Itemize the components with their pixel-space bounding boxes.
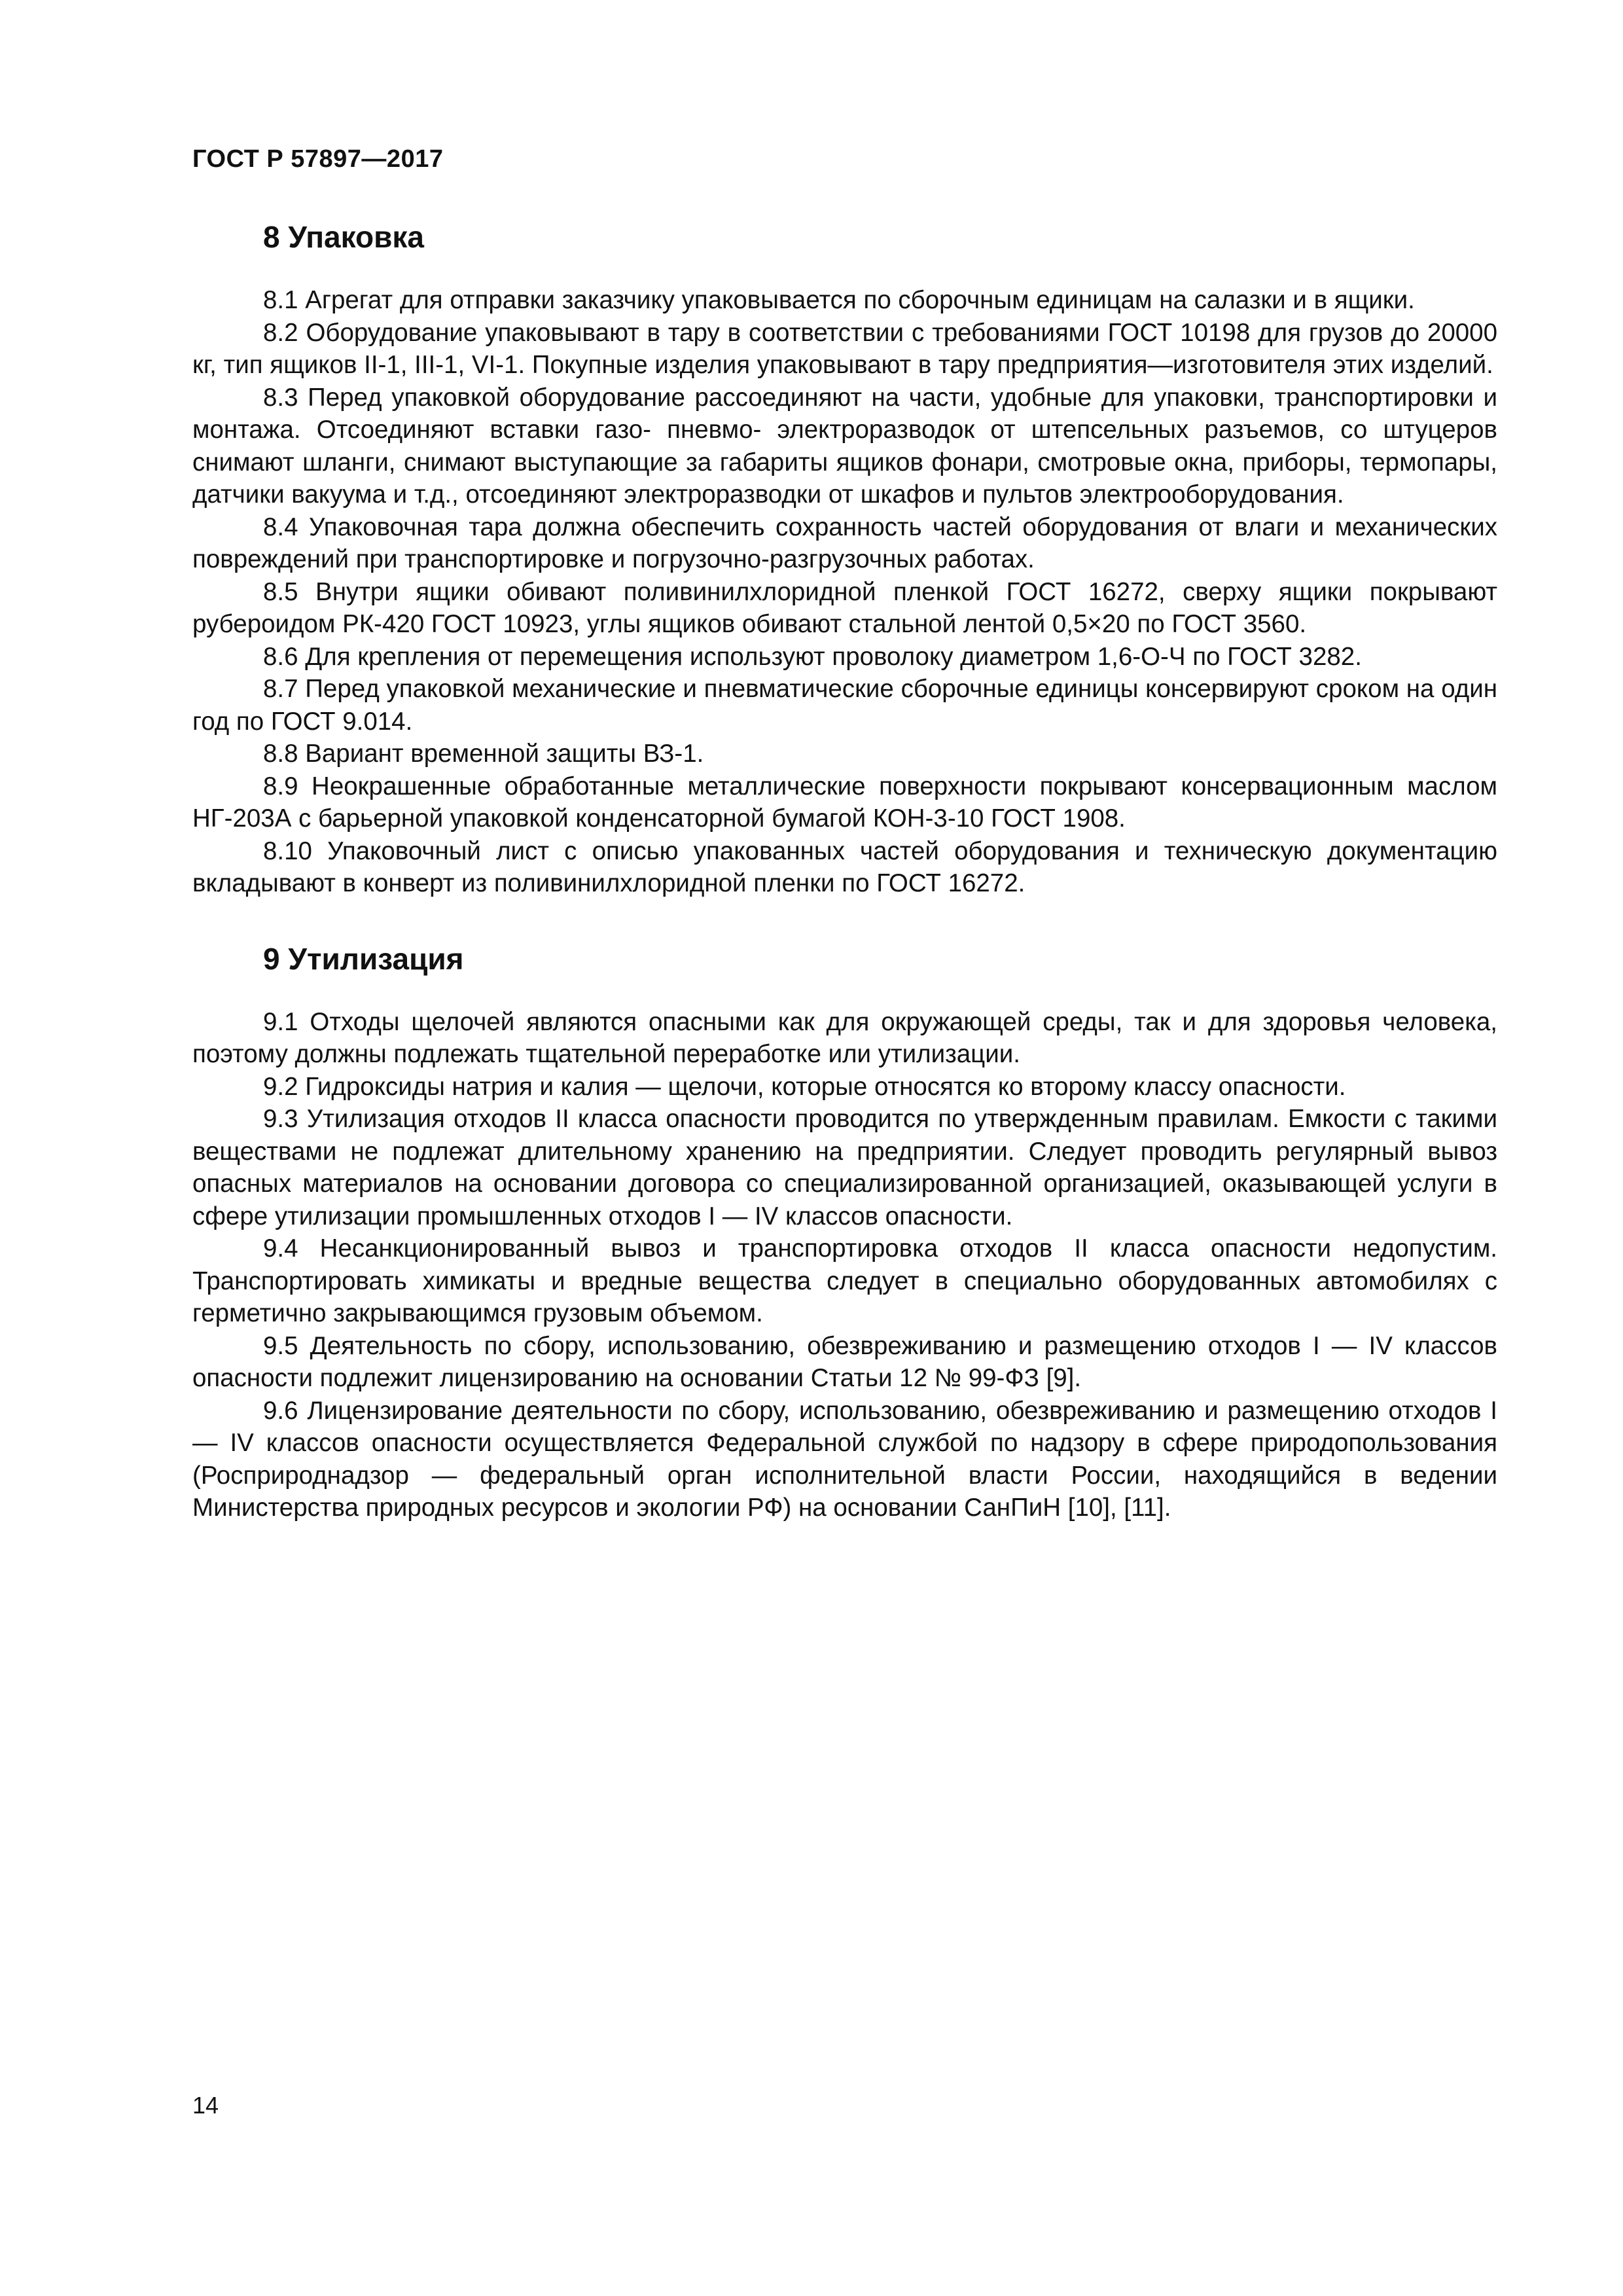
section-heading: 9 Утилизация <box>263 941 464 976</box>
paragraph-8-5: 8.5 Внутри ящики обивают поливинилхлоридной пленкой ГОСТ 16272, сверху ящики покрывают рубероидом РК-420 ГОСТ 10923, углы ящиков обивают стальной лентой 0,5×20 по ГОСТ 3560. <box>192 577 1497 638</box>
paragraph-8-9: 8.9 Неокрашенные обработанные металлические поверхности покрывают консервационным маслом НГ-203А с барьерной упаковкой конденсаторной бумагой КОН-3-10 ГОСТ 1908. <box>192 772 1497 833</box>
standard-id-header: ГОСТ Р 57897—2017 <box>192 145 444 173</box>
paragraph-8-3: 8.3 Перед упаковкой оборудование рассоединяют на части, удобные для упаковки, транспортировки и монтажа. Отсоединяют вставки газо- пневмо- электроразводок от штепсельных разъемов, со штуцеров снимают шланги, снимают выступающие за габариты ящиков фонари, смотровые окна, приборы, термопары, датчики вакуума и т.д., отсоединяют электроразводки от шкафов и пультов электрооборудования. <box>192 383 1497 509</box>
section-heading: 8 Упаковка <box>263 220 424 254</box>
paragraph-8-1: 8.1 Агрегат для отправки заказчику упаковывается по сборочным единицам на салазки и в ящики. <box>263 286 1415 314</box>
paragraph-8-7: 8.7 Перед упаковкой механические и пневматические сборочные единицы консервируют сроком на один год по ГОСТ 9.014. <box>192 675 1497 736</box>
paragraph-9-2: 9.2 Гидроксиды натрия и калия — щелочи, которые относятся ко второму классу опасности. <box>263 1072 1346 1101</box>
paragraph-8-6: 8.6 Для крепления от перемещения используют проволоку диаметром 1,6-О-Ч по ГОСТ 3282. <box>263 642 1362 671</box>
paragraph-8-2: 8.2 Оборудование упаковывают в тару в соответствии с требованиями ГОСТ 10198 для грузов до 20000 кг, тип ящиков II-1, III-1, VI-1. Покупные изделия упаковывают в тару предприятия—изготовителя этих изделий. <box>192 318 1497 379</box>
paragraph-8-4: 8.4 Упаковочная тара должна обеспечить сохранность частей оборудования от влаги и механических повреждений при транспортировке и погрузочно-разгрузочных работах. <box>192 512 1497 573</box>
paragraph-8-8: 8.8 Вариант временной защиты ВЗ-1. <box>263 740 704 768</box>
paragraph-9-1: 9.1 Отходы щелочей являются опасными как для окружающей среды, так и для здоровья человека, поэтому должны подлежать тщательной переработке или утилизации. <box>192 1007 1497 1068</box>
section-disposal <box>192 938 1497 1524</box>
paragraph-9-3: 9.3 Утилизация отходов II класса опасности проводится по утвержденным правилам. Емкости с такими веществами не подлежат длительному хранению на предприятии. Следует проводить регулярный вывоз опасных материалов на основании договора со специализированной организацией, оказывающей услуги в сфере утилизации промышленных отходов I — IV классов опасности. <box>192 1105 1497 1230</box>
paragraph-8-10: 8.10 Упаковочный лист с описью упакованных частей оборудования и техническую документацию вкладывают в конверт из поливинилхлоридной пленки по ГОСТ 16272. <box>192 836 1497 897</box>
paragraph-9-5: 9.5 Деятельность по сбору, использованию, обезвреживанию и размещению отходов I — IV классов опасности подлежит лицензированию на основании Статьи 12 № 99-ФЗ [9]. <box>192 1331 1497 1392</box>
section-packaging <box>192 216 1497 900</box>
page-number: 14 <box>192 2092 219 2119</box>
paragraph-9-4: 9.4 Несанкционированный вывоз и транспортировка отходов II класса опасности недопустим. Транспортировать химикаты и вредные вещества следует в специально оборудованных автомобилях с герметично закрывающимся грузовым объемом. <box>192 1234 1497 1327</box>
document-body <box>192 216 1497 1524</box>
paragraph-9-6: 9.6 Лицензирование деятельности по сбору, использованию, обезвреживанию и размещению отходов I — IV классов опасности осуществляется Федеральной службой по надзору в сфере природопользования (Росприроднадзор — федеральный орган исполнительной власти России, находящийся в ведении Министерства природных ресурсов и экологии РФ) на основании СанПиН [10], [11]. <box>192 1396 1497 1522</box>
